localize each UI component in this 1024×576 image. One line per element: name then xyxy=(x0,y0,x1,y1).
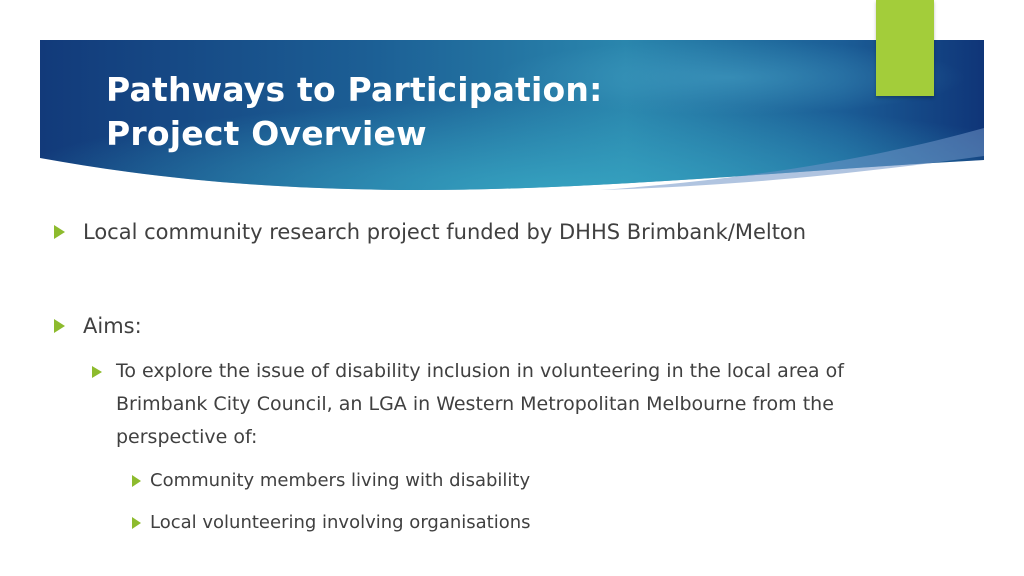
bullet-text: Community members living with disability xyxy=(150,470,531,491)
bullet-text: Aims: xyxy=(83,314,142,338)
bullet-arrow-icon xyxy=(132,517,141,529)
bullet-text: Local volunteering involving organisations xyxy=(150,512,531,533)
title-line-2: Project Overview xyxy=(106,114,427,153)
bullet-arrow-icon xyxy=(54,319,65,333)
bullet-arrow-icon xyxy=(54,225,65,239)
bullet-arrow-icon xyxy=(92,366,102,378)
title-line-1: Pathways to Participation: xyxy=(106,70,603,109)
bullet-arrow-icon xyxy=(132,475,141,487)
bullet-text: To explore the issue of disability inclusion in volunteering in the local area of Brimbank City Council, an LGA in Western Metropolitan Melbourne from the perspective of: xyxy=(116,360,844,448)
bullet-text: Local community research project funded by DHHS Brimbank/Melton xyxy=(83,220,807,244)
